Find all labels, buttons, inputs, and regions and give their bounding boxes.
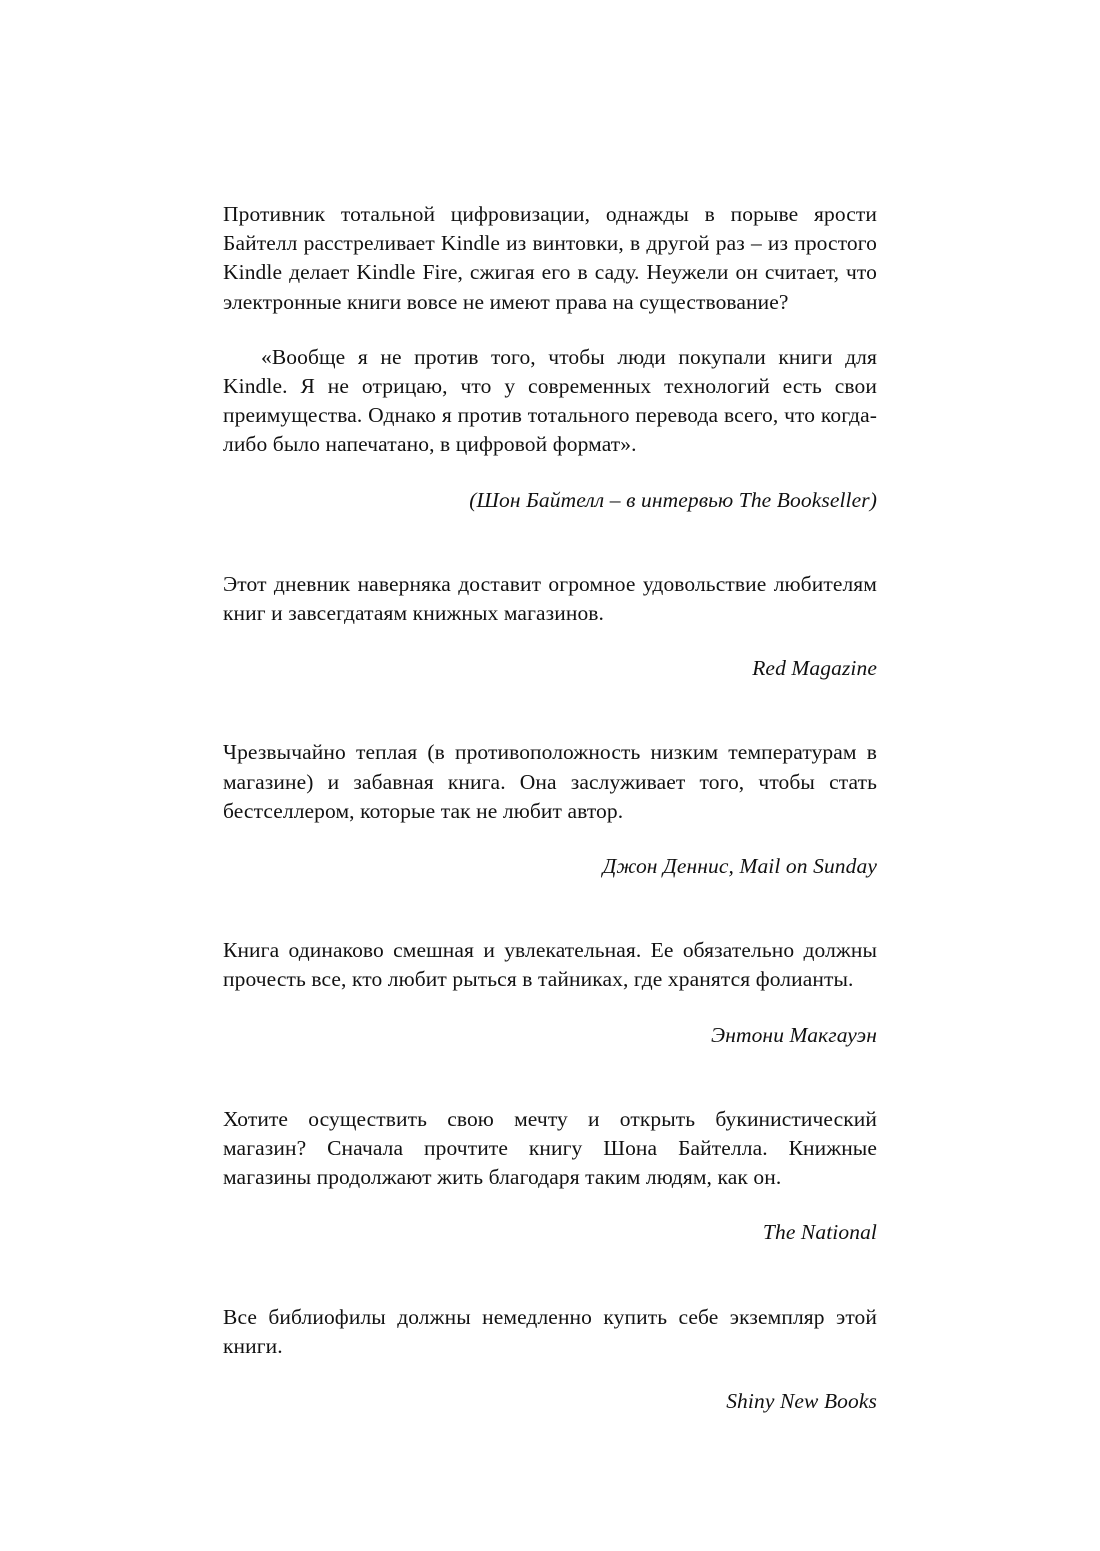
author-quote-paragraph: «Вообще я не против того, чтобы люди покупали книги для Kindle. Я не отрицаю, что у современных технологий есть свои преимущества. Однако я против тотального перевода всего, что когда-либо было напечатано, в цифровой формат». (223, 344, 877, 457)
text-column (223, 200, 877, 1416)
review-text: Хотите осуществить свою мечту и открыть букинистический магазин? Сначала прочтите книгу Шона Байтелла. Книжные магазины продолжают жить благодаря таким людям, как он. (223, 1106, 877, 1190)
review-source: Shiny New Books (726, 1389, 877, 1414)
intro-paragraph: Противник тотальной цифровизации, однажды в порыве ярости Байтелл расстреливает Kindle из винтовки, в другой раз – из простого Kindle делает Kindle Fire, сжигая его в саду. Неужели он считает, что электронные книги вовсе не имеют права на существование? (223, 202, 877, 314)
review-text: Книга одинаково смешная и увлекательная. Ее обязательно должны прочесть все, кто любит рыться в тайниках, где хранятся фолианты. (223, 938, 877, 992)
review-text: Чрезвычайно теплая (в противоположность низким температурам в магазине) и забавная книга. Она заслуживает того, чтобы стать бестселлером, которые так не любит автор. (223, 740, 877, 823)
review-text: Этот дневник наверняка доставит огромное удовольствие любителям книг и завсегдатаям книжных магазинов. (223, 571, 877, 626)
review-source: Red Magazine (752, 656, 877, 681)
review-block (223, 936, 877, 1050)
review-block (223, 1105, 877, 1248)
review-block (223, 738, 877, 881)
review-block (223, 1303, 877, 1417)
author-quote-attribution: (Шон Байтелл – в интервью The Bookseller) (469, 487, 877, 512)
review-block (223, 570, 877, 684)
review-source: Джон Деннис, Mail on Sunday (602, 854, 877, 879)
review-source: The National (762, 1220, 877, 1245)
review-source: Энтони Макгауэн (711, 1022, 877, 1047)
review-text: Все библиофилы должны немедленно купить себе экземпляр этой книги. (223, 1304, 877, 1358)
